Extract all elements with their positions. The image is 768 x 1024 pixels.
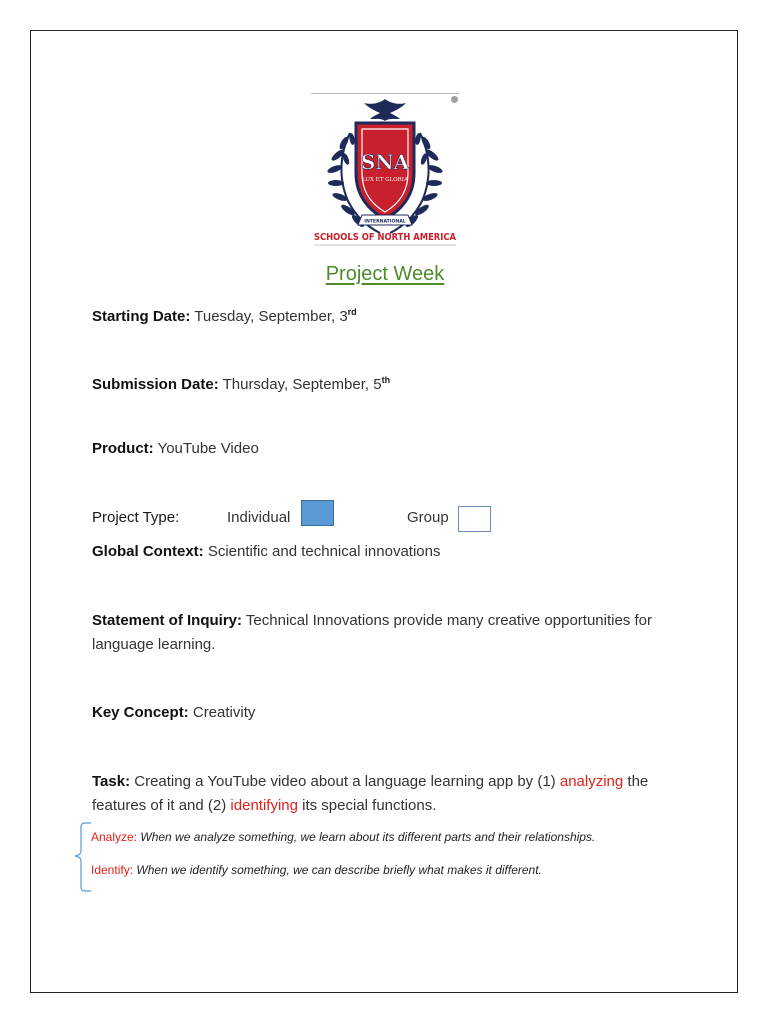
starting-date-label: Starting Date:: [92, 308, 191, 325]
submission-date-value: Thursday, September, 5: [222, 376, 382, 393]
group-checkbox[interactable]: [458, 506, 491, 532]
logo-motto: LUX ET GLORIA: [362, 177, 408, 183]
bracket-icon: [69, 821, 93, 893]
option-individual-label: Individual: [227, 509, 291, 526]
key-concept-value: Creativity: [192, 704, 256, 721]
statement-label: Statement of Inquiry:: [92, 612, 243, 629]
submission-date-label: Submission Date:: [92, 376, 219, 393]
task-text-part1: Creating a YouTube video about a language learning app by (1): [134, 773, 556, 790]
option-group-label: Group: [407, 509, 449, 526]
task-text-part3: its special functions.: [302, 797, 437, 814]
project-type-label: Project Type:: [92, 509, 180, 526]
definition-identify: [91, 861, 542, 879]
task-keyword-analyzing: analyzing: [559, 773, 624, 790]
definition-text: When we analyze something, we learn about its different parts and their relationships.: [140, 830, 596, 844]
statement-value: Technical Innovations provide many creative opportunities for language learning.: [92, 612, 652, 653]
logo-school-name: SCHOOLS OF NORTH AMERICA: [314, 232, 457, 243]
definition-analyze: [91, 828, 595, 846]
eagle-icon: [364, 99, 406, 121]
statement-of-inquiry: [92, 609, 672, 657]
global-context-value: Scientific and technical innovations: [207, 543, 441, 560]
key-concept-row: [92, 701, 255, 725]
task-text-part2: the features of it and (2): [92, 773, 649, 814]
logo-ribbon-text: INTERNATIONAL: [364, 219, 406, 225]
logo-monogram: SNA: [360, 150, 410, 174]
global-context-row: [92, 540, 440, 564]
individual-checkbox[interactable]: [301, 500, 334, 526]
document-page: [30, 30, 738, 993]
definition-term: Identify:: [91, 863, 134, 877]
key-concept-label: Key Concept:: [92, 704, 189, 721]
product-label: Product:: [92, 440, 154, 457]
task-keyword-identifying: identifying: [230, 797, 298, 814]
definition-text: When we identify something, we can describe briefly what makes it different.: [136, 863, 542, 877]
starting-date-suffix: rd: [347, 307, 357, 317]
page-title: Project Week: [325, 263, 445, 285]
global-context-label: Global Context:: [92, 543, 204, 560]
task-paragraph: [92, 770, 692, 818]
submission-date-row: [92, 368, 390, 397]
definition-term: Analyze:: [91, 830, 138, 844]
product-row: [92, 437, 259, 461]
task-label: Task:: [92, 773, 131, 790]
starting-date-value: Tuesday, September, 3: [194, 308, 348, 325]
product-value: YouTube Video: [157, 440, 259, 457]
submission-date-suffix: th: [381, 375, 391, 385]
starting-date-row: [92, 300, 357, 329]
school-logo: [310, 93, 460, 251]
